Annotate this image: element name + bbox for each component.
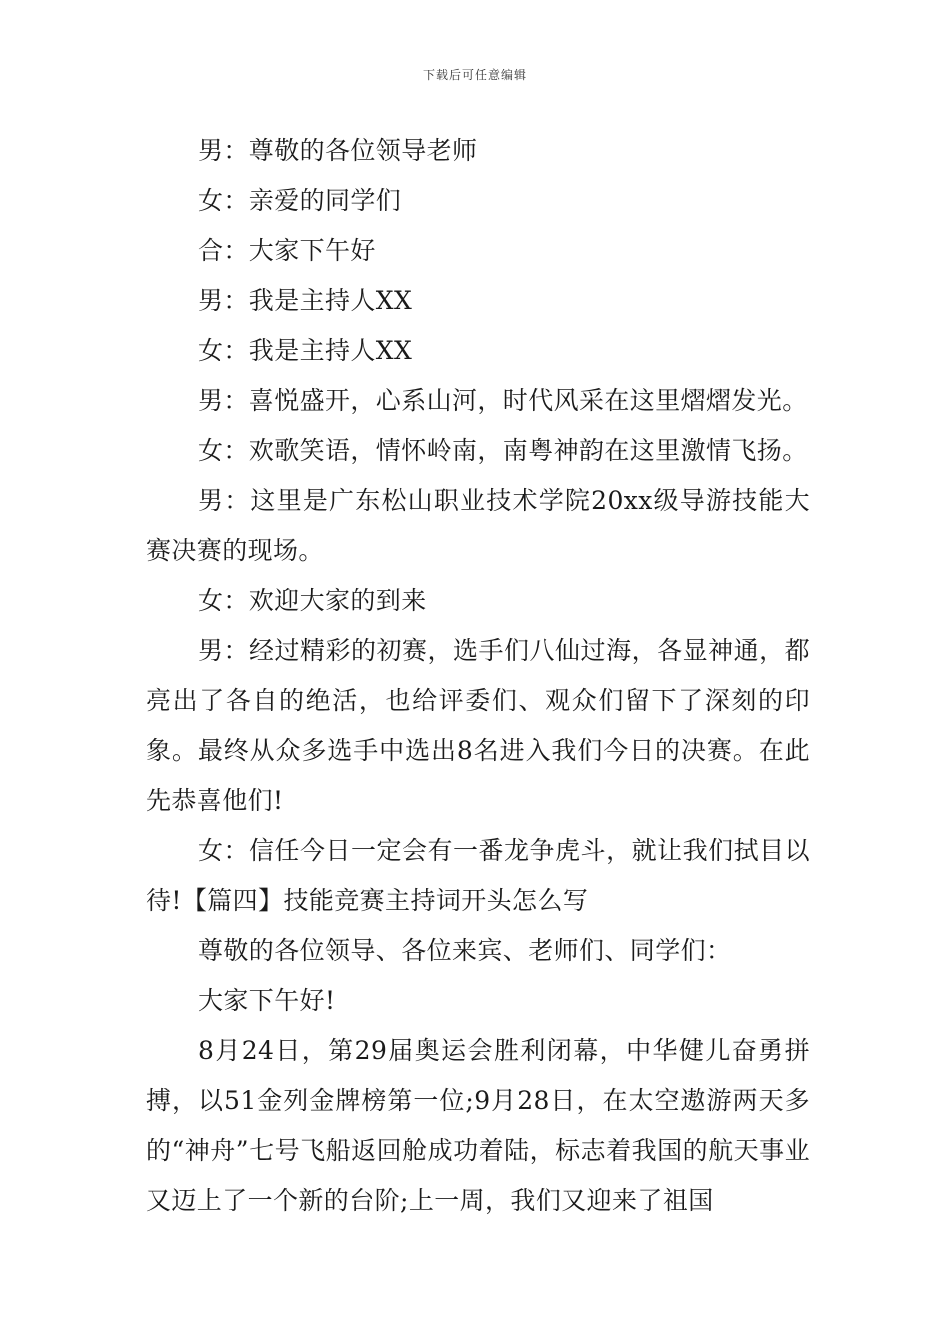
- paragraph: 女：信任今日一定会有一番龙争虎斗，就让我们拭目以待!【篇四】技能竞赛主持词开头怎么写: [146, 836, 810, 915]
- paragraph: 女：我是主持人XX: [198, 336, 413, 365]
- paragraph: 男：尊敬的各位领导老师: [198, 136, 478, 165]
- paragraph: 男：喜悦盛开，心系山河，时代风采在这里熠熠发光。: [198, 386, 808, 415]
- paragraph: 女：亲爱的同学们: [198, 186, 402, 215]
- paragraph: 合：大家下午好: [198, 236, 376, 265]
- paragraph: 8月24日，第29届奥运会胜利闭幕，中华健儿奋勇拼搏，以51金列金牌榜第一位;9月28日，在太空遨游两天多的“神舟”七号飞船返回舱成功着陆，标志着我国的航天事业又迈上了一个新的台阶;上一周，我们又迎来了祖国: [146, 1036, 810, 1215]
- paragraph: 女：欢歌笑语，情怀岭南，南粤神韵在这里激情飞扬。: [198, 436, 808, 465]
- paragraph: 男：这里是广东松山职业技术学院20xx级导游技能大赛决赛的现场。: [146, 486, 810, 565]
- paragraph: 男：我是主持人XX: [198, 286, 413, 315]
- paragraph: 尊敬的各位领导、各位来宾、老师们、同学们：: [198, 936, 732, 965]
- page-header: 下载后可任意编辑: [422, 68, 527, 82]
- paragraph: 男：经过精彩的初赛，选手们八仙过海，各显神通，都亮出了各自的绝活，也给评委们、观众们留下了深刻的印象。最终从众多选手中选出8名进入我们今日的决赛。在此先恭喜他们!: [146, 636, 810, 815]
- paragraph: 大家下午好!: [198, 986, 336, 1015]
- document-body: [146, 126, 810, 1226]
- paragraph: 女：欢迎大家的到来: [198, 586, 427, 615]
